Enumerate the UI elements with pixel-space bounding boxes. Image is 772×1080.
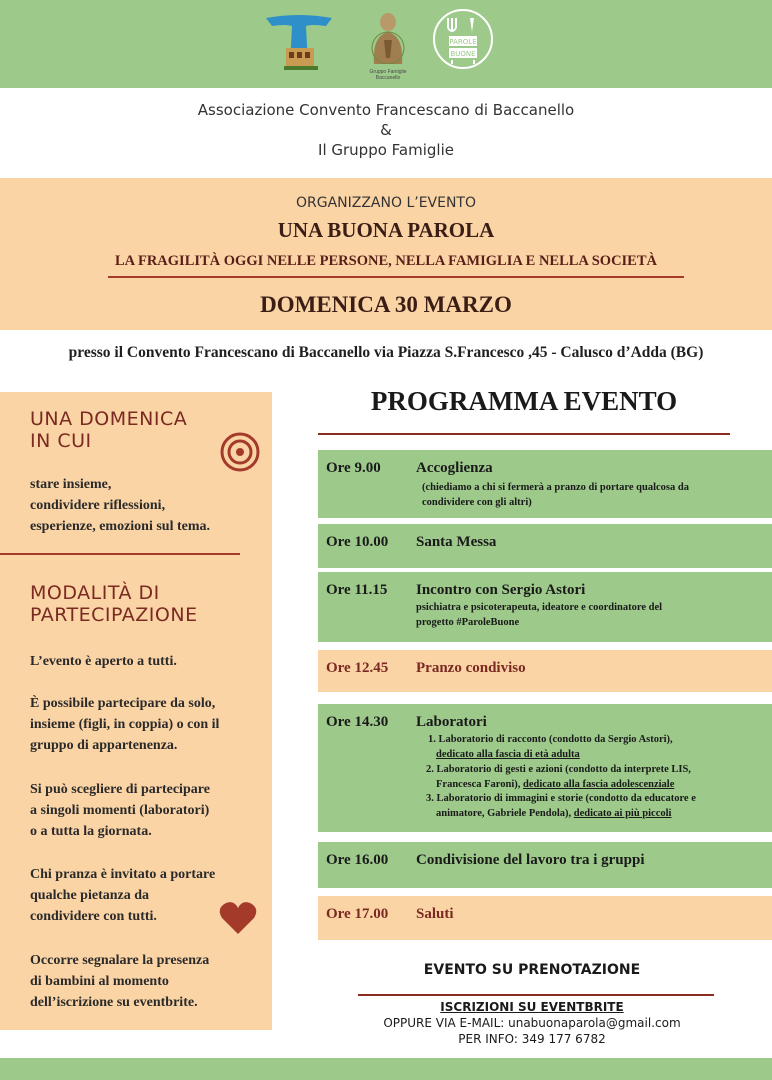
p4-line: Chi pranza è invitato a portare: [30, 867, 216, 882]
box1-title: [30, 408, 187, 452]
p4-line: qualche pietanza da: [30, 888, 150, 903]
row-note: [416, 600, 662, 630]
participation-p5: [30, 950, 209, 1013]
participation-p3: [30, 779, 210, 842]
row-activity: Pranzo condiviso: [416, 660, 526, 676]
svg-text:BUONE: BUONE: [450, 50, 476, 58]
lab-3-target: dedicato ai più piccoli: [573, 807, 672, 819]
row-time: Ore 16.00: [326, 852, 389, 868]
box2-title-line1: MODALITÀ DI: [30, 582, 160, 604]
parole-buone-logo: [432, 8, 494, 75]
box1-title-line2: IN CUI: [30, 430, 92, 452]
box1-title-line1: UNA DOMENICA: [30, 408, 188, 430]
p4-line: condividere con tutti.: [30, 909, 157, 924]
row-activity: Incontro con Sergio Astori: [416, 582, 586, 598]
lab-2: [426, 763, 691, 792]
event-venue: presso il Convento Francescano di Baccanello via Piazza S.Francesco ,45 - Calusco d’Adda (BG): [68, 344, 704, 361]
row-time: Ore 17.00: [326, 906, 389, 922]
p3-line: Si può scegliere di partecipare: [30, 782, 210, 797]
p2-line: gruppo di appartenenza.: [30, 738, 178, 753]
heart-icon: [218, 900, 258, 941]
box2-title-line2: PARTECIPAZIONE: [30, 604, 198, 626]
friar-icon: [366, 8, 410, 64]
lab-3-line: 3. Laboratorio di immagini e storie (condotto da educatore e: [426, 793, 696, 804]
org-line-3: Il Gruppo Famiglie: [318, 141, 454, 159]
program-row: [318, 450, 772, 518]
subtitle-underline: [108, 276, 684, 278]
org-ampersand: &: [380, 121, 392, 139]
box1-line: stare insieme,: [30, 477, 112, 492]
lab-3-line: animatore, Gabriele Pendola),: [436, 807, 572, 819]
row-note: [422, 480, 689, 510]
box2-title: [30, 582, 198, 626]
note-line: progetto #ParoleBuone: [416, 617, 520, 628]
note-line: (chiediamo a chi si fermerà a pranzo di portare qualcosa da: [422, 482, 689, 493]
program-title-underline: [318, 433, 730, 435]
lab-2-line: 2. Laboratorio di gesti e azioni (condotto da interprete LIS,: [426, 764, 691, 775]
row-time: Ore 12.45: [326, 660, 389, 676]
lab-3: [426, 792, 696, 821]
program-row: [318, 842, 772, 888]
organize-label: ORGANIZZANO L’EVENTO: [295, 195, 477, 211]
row-activity: Accoglienza: [416, 460, 493, 476]
svg-text:PAROLE: PAROLE: [449, 38, 477, 46]
note-line: condividere con gli altri): [422, 497, 532, 508]
tau-cross-logo: [264, 10, 334, 77]
org-line-1: Associazione Convento Francescano di Baccanello: [197, 101, 575, 119]
box1-line: esperienze, emozioni sul tema.: [30, 519, 211, 534]
row-time: Ore 10.00: [326, 534, 389, 550]
participation-p2: [30, 693, 219, 756]
lab-2-target: dedicato alla fascia adolescenziale: [523, 778, 675, 790]
note-line: psichiatra e psicoterapeuta, ideatore e coordinatore del: [416, 602, 663, 613]
participation-p1: [30, 651, 177, 672]
p5-line: Occorre segnalare la presenza: [30, 953, 210, 968]
lab-2-line: Francesca Faroni),: [436, 778, 521, 790]
program-title: PROGRAMMA EVENTO: [370, 386, 678, 416]
event-date: DOMENICA 30 MARZO: [260, 292, 512, 317]
row-time: Ore 11.15: [326, 582, 388, 598]
row-time: Ore 14.30: [326, 714, 389, 730]
box1-line: condividere riflessioni,: [30, 498, 166, 513]
eventbrite-link[interactable]: [318, 1000, 746, 1014]
organizers: [0, 100, 772, 160]
eventbrite-text[interactable]: ISCRIZIONI SU EVENTBRITE: [440, 1000, 624, 1014]
info-phone: PER INFO: 349 177 6782: [458, 1032, 606, 1046]
footer-band: [0, 1058, 772, 1080]
gruppo-famiglie-logo: [362, 8, 414, 81]
p5-line: di bambini al momento: [30, 974, 169, 989]
row-activity: Saluti: [416, 906, 454, 922]
booking-label: EVENTO SU PRENOTAZIONE: [423, 962, 641, 978]
event-title: UNA BUONA PAROLA: [277, 218, 495, 242]
booking-underline: [358, 994, 714, 996]
row-time: Ore 9.00: [326, 460, 381, 476]
p2-line: insieme (figli, in coppia) o con il: [30, 717, 220, 732]
email-line[interactable]: OPPURE VIA E-MAIL: unabuonaparola@gmail.com: [383, 1016, 681, 1030]
p5-line: dell’iscrizione su eventbrite.: [30, 995, 198, 1010]
lab-1: [428, 733, 673, 762]
logo-caption: Gruppo Famiglie Baccanello: [369, 69, 407, 81]
p3-line: a singoli momenti (laboratori): [30, 803, 210, 818]
participation-p4: [30, 864, 215, 927]
p1-line: L’evento è aperto a tutti.: [30, 654, 177, 669]
target-icon: [220, 432, 260, 477]
program-row: [318, 896, 772, 940]
program-row: [318, 650, 772, 692]
row-activity: Laboratori: [416, 714, 487, 730]
lab-1-target: dedicato alla fascia di età adulta: [436, 748, 580, 760]
event-subtitle: LA FRAGILITÀ OGGI NELLE PERSONE, NELLA FAMIGLIA E NELLA SOCIETÀ: [115, 253, 657, 269]
p2-line: È possibile partecipare da solo,: [30, 696, 216, 711]
lab-1-line: 1. Laboratorio di racconto (condotto da Sergio Astori),: [428, 734, 673, 745]
row-activity: Condivisione del lavoro tra i gruppi: [416, 852, 645, 868]
box1-text: [30, 474, 210, 537]
sidebar-divider: [0, 553, 240, 555]
program-row: [318, 524, 772, 568]
row-activity: Santa Messa: [416, 534, 497, 550]
p3-line: o a tutta la giornata.: [30, 824, 152, 839]
program-row: [318, 572, 772, 642]
